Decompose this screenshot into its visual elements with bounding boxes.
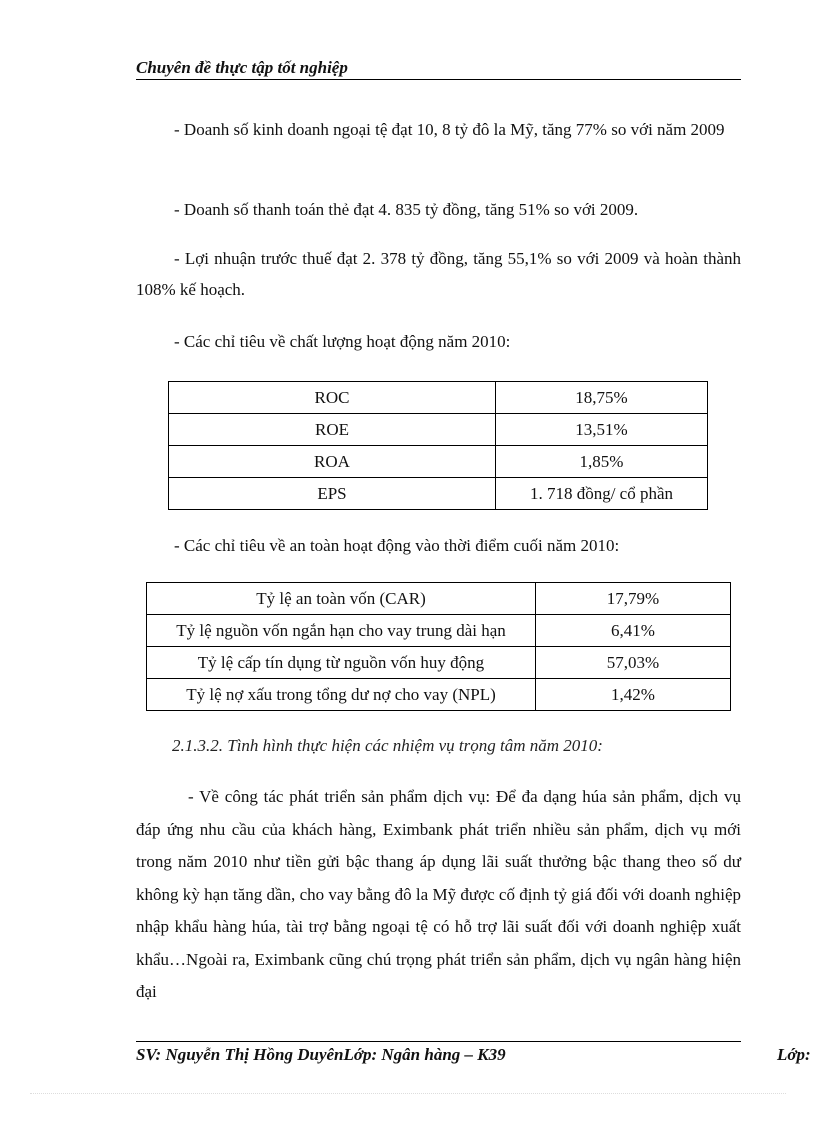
table-row (147, 647, 731, 679)
table-row (169, 478, 708, 510)
quality-indicators-table (168, 381, 708, 510)
table-row (147, 679, 731, 711)
table-cell-value: 1. 718 đồng/ cổ phần (496, 478, 708, 510)
table-cell-value: 13,51% (496, 414, 708, 446)
footer-student-info: SV: Nguyễn Thị Hồng DuyênLớp: Ngân hàng – K39 (136, 1045, 506, 1064)
section-subheading: 2.1.3.2. Tình hình thực hiện các nhiệm vụ trọng tâm năm 2010: (172, 736, 603, 755)
table-cell-value: 1,42% (536, 679, 731, 711)
paragraph-safety-intro: - Các chỉ tiêu về an toàn hoạt động vào thời điểm cuối năm 2010: (174, 536, 620, 555)
table-cell-value: 17,79% (536, 583, 731, 615)
table-row (169, 446, 708, 478)
paragraph-quality-intro: - Các chỉ tiêu về chất lượng hoạt động năm 2010: (174, 332, 511, 351)
table-cell-value: 1,85% (496, 446, 708, 478)
page-bottom-divider (30, 1093, 786, 1094)
page-header-title: Chuyên đề thực tập tốt nghiệp (136, 58, 741, 80)
table-cell-label: ROC (169, 382, 496, 414)
footer-divider (136, 1041, 741, 1042)
table-cell-label: Tỷ lệ nợ xấu trong tổng dư nợ cho vay (NPL) (147, 679, 536, 711)
table-cell-label: Tỷ lệ an toàn vốn (CAR) (147, 583, 536, 615)
footer-class-label: Lớp: (777, 1045, 811, 1064)
table-cell-label: Tỷ lệ nguồn vốn ngắn hạn cho vay trung dài hạn (147, 615, 536, 647)
table-row (169, 414, 708, 446)
safety-indicators-table (146, 582, 731, 711)
table-row (147, 583, 731, 615)
table-cell-label: Tỷ lệ cấp tín dụng từ nguồn vốn huy động (147, 647, 536, 679)
table-cell-value: 57,03% (536, 647, 731, 679)
table-cell-value: 18,75% (496, 382, 708, 414)
table-cell-label: ROA (169, 446, 496, 478)
paragraph-pretax-profit: - Lợi nhuận trước thuế đạt 2. 378 tỷ đồng, tăng 55,1% so với 2009 và hoàn thành 108% kế hoạch. (136, 249, 741, 299)
paragraph-product-development: - Về công tác phát triển sản phẩm dịch vụ: Để đa dạng húa sản phẩm, dịch vụ đáp ứng nhu cầu của khách hàng, Eximbank phát triển nhiều sản phẩm, dịch vụ mới trong năm 2010 như tiền gửi bậc thang áp dụng lãi suất thưởng bậc thang theo số dư không kỳ hạn tăng dần, cho vay bằng đô la Mỹ được cố định tỷ giá đối với doanh nghiệp nhập khẩu hàng húa, tài trợ bằng ngoại tệ có hỗ trợ lãi suất đối với doanh nghiệp xuất khẩu…Ngoài ra, Eximbank cũng chú trọng phát triển sản phẩm, dịch vụ ngân hàng hiện đại (136, 787, 741, 1001)
table-row (147, 615, 731, 647)
table-cell-label: EPS (169, 478, 496, 510)
paragraph-card-payment: - Doanh số thanh toán thẻ đạt 4. 835 tỷ đồng, tăng 51% so với 2009. (174, 200, 639, 219)
table-row (169, 382, 708, 414)
paragraph-forex-revenue: - Doanh số kinh doanh ngoại tệ đạt 10, 8 tỷ đô la Mỹ, tăng 77% so với năm 2009 (174, 120, 725, 139)
table-cell-label: ROE (169, 414, 496, 446)
table-cell-value: 6,41% (536, 615, 731, 647)
